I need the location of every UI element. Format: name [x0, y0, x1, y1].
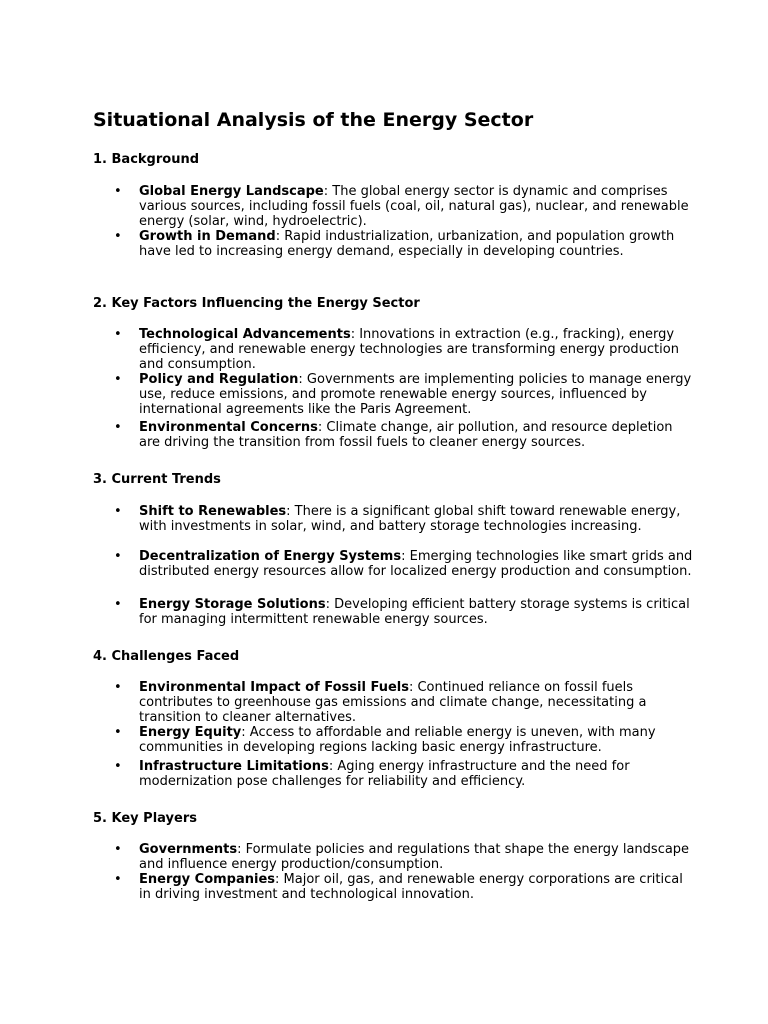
list-item-term: Energy Companies [139, 872, 276, 887]
section-heading-key-factors: 2. Key Factors Influencing the Energy Sector [93, 296, 420, 311]
list-item-text: : Innovations in extraction (e.g., fracking), energy efficiency, and renewable energy technologies are transforming energy production and consumption. [139, 327, 679, 372]
document-title: Situational Analysis of the Energy Sector [93, 109, 534, 131]
list-item [139, 872, 694, 902]
list-item-term: Energy Storage Solutions [139, 597, 326, 612]
list-item-term: Policy and Regulation [139, 372, 299, 387]
list-item-term: Shift to Renewables [139, 504, 287, 519]
list-item [139, 680, 694, 725]
list-item [139, 229, 694, 259]
list-item [139, 842, 694, 872]
list-item [139, 597, 694, 627]
list-item-text: : Emerging technologies like smart grids and distributed energy resources allow for localized energy production and consumption. [139, 549, 693, 579]
list-item-text: : Access to affordable and reliable energy is uneven, with many communities in developing regions lacking basic energy infrastructure. [139, 725, 656, 755]
list-item-term: Environmental Impact of Fossil Fuels [139, 680, 409, 695]
list-item-term: Global Energy Landscape [139, 184, 324, 199]
list-item [139, 504, 694, 534]
list-item-term: Decentralization of Energy Systems [139, 549, 402, 564]
list-item [139, 420, 694, 450]
list-item-text: : Formulate policies and regulations that shape the energy landscape and influence energy production/consumption. [139, 842, 690, 872]
list-item-term: Energy Equity [139, 725, 242, 740]
list-item [139, 759, 694, 789]
list-item [139, 372, 694, 417]
section-heading-challenges: 4. Challenges Faced [93, 649, 240, 664]
list-item [139, 725, 694, 755]
list-item [139, 184, 694, 229]
list-item-term: Growth in Demand [139, 229, 276, 244]
list-item-term: Infrastructure Limitations [139, 759, 329, 774]
section-heading-current-trends: 3. Current Trends [93, 472, 221, 487]
list-item-text: : Climate change, air pollution, and resource depletion are driving the transition from fossil fuels to cleaner energy sources. [139, 420, 673, 450]
list-item-text: : There is a significant global shift toward renewable energy, with investments in solar, wind, and battery storage technologies increasing. [139, 504, 681, 534]
list-item-term: Governments [139, 842, 238, 857]
list-item-text: : Continued reliance on fossil fuels contributes to greenhouse gas emissions and climate change, necessitating a transition to cleaner alternatives. [139, 680, 647, 725]
list-item [139, 327, 694, 372]
list-item-text: : Developing efficient battery storage systems is critical for managing intermittent renewable energy sources. [139, 597, 690, 627]
list-item-term: Environmental Concerns [139, 420, 318, 435]
list-item-text: : Rapid industrialization, urbanization, and population growth have led to increasing energy demand, especially in developing countries. [139, 229, 675, 259]
list-item-term: Technological Advancements [139, 327, 351, 342]
section-heading-key-players: 5. Key Players [93, 811, 197, 826]
list-item-text: : Major oil, gas, and renewable energy corporations are critical in driving investment and technological innovation. [139, 872, 683, 902]
list-item-text: : Governments are implementing policies to manage energy use, reduce emissions, and promote renewable energy sources, influenced by international agreements like the Paris Agreement. [139, 372, 692, 417]
list-item-text: : Aging energy infrastructure and the need for modernization pose challenges for reliability and efficiency. [139, 759, 630, 789]
list-item-text: : The global energy sector is dynamic and comprises various sources, including fossil fuels (coal, oil, natural gas), nuclear, and renewable energy (solar, wind, hydroelectric). [139, 184, 689, 229]
section-heading-background: 1. Background [93, 152, 200, 167]
list-item [139, 549, 694, 579]
